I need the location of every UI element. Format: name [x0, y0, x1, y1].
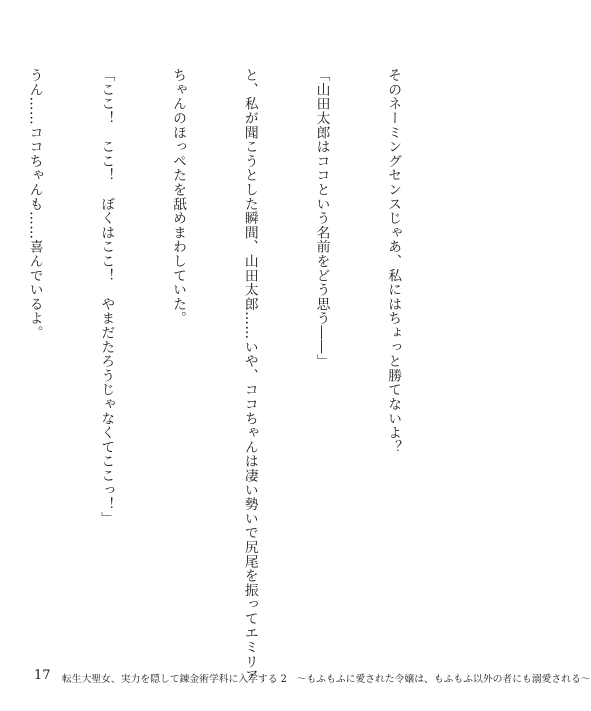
text-line-1: そのネーミングセンスじゃあ、私にはちょっと勝てないよ？	[385, 68, 402, 455]
text-line-3: と、私が聞こうとした瞬間、山田太郎……いや、ココちゃんは凄い勢いで尻尾を振ってエミリア	[241, 68, 258, 683]
text-line-2: 「山田太郎はココという名前をどう思う――」	[313, 68, 330, 369]
running-title: 転生大聖女、実力を隠して錬金術学科に入学する 2 ～もふもふに愛された令嬢は、もふもふ以外の者にも溺愛される～	[62, 674, 591, 685]
page-number: 17	[34, 668, 51, 683]
text-line-5: 「ここ！ ここ！ ぼくはここ！ やまだたろうじゃなくてここっ！」	[98, 68, 115, 526]
text-line-4: ちゃんのほっぺたを舐めまわしていた。	[170, 68, 187, 326]
text-line-6: うん……ココちゃんも……喜んでいるよ。	[26, 68, 43, 340]
